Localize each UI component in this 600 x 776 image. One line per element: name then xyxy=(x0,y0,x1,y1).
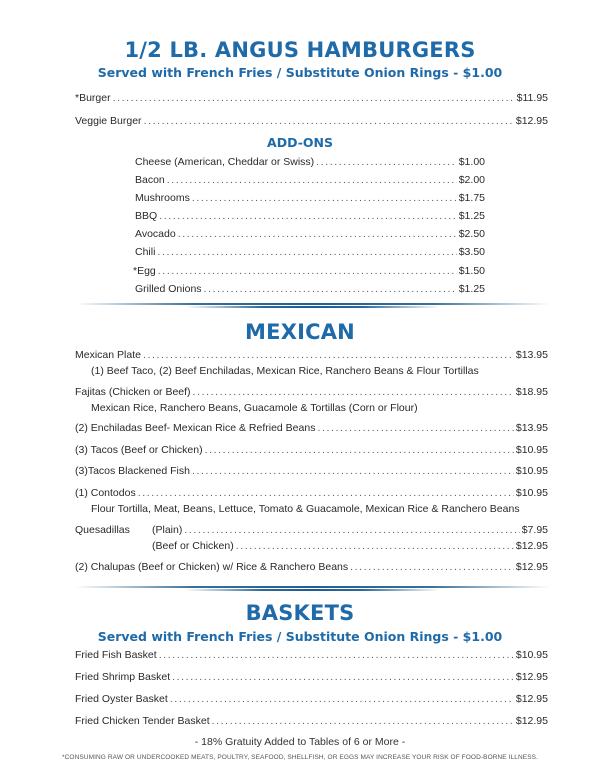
menu-item: Fried Chicken Tender Basket ..... $12.95 xyxy=(75,714,548,728)
menu-item: (Beef or Chicken) ..... $12.95 xyxy=(152,539,548,553)
addon-item: Cheese (American, Cheddar or Swiss) ..... $1.00 xyxy=(135,155,485,169)
addons-title: ADD-ONS xyxy=(267,135,333,150)
menu-item: (2) Enchiladas Beef- Mexican Rice & Refried Beans ..... $13.95 xyxy=(75,421,548,435)
item-description: Flour Tortilla, Meat, Beans, Lettuce, Tomato & Guacamole, Mexican Rice & Ranchero Beans xyxy=(91,503,520,515)
menu-item: Fajitas (Chicken or Beef) ..... $18.95 xyxy=(75,385,548,399)
menu-item: (3) Tacos (Beef or Chicken) ..... $10.95 xyxy=(75,443,548,457)
menu-item: Fried Fish Basket ..... $10.95 xyxy=(75,648,548,662)
menu-item: (3)Tacos Blackened Fish ..... $10.95 xyxy=(75,464,548,478)
menu-item: (1) Contodos ..... $10.95 xyxy=(75,486,548,500)
menu-item: (Plain) ..... $7.95 xyxy=(152,523,548,537)
addon-item: Mushrooms ..... $1.75 xyxy=(135,191,485,205)
mexican-title: MEXICAN xyxy=(245,320,355,344)
quesadillas-label-row: Quesadillas xyxy=(75,524,130,536)
burgers-subtitle: Served with French Fries / Substitute Onion Rings - $1.00 xyxy=(97,65,503,80)
menu-item: Fried Oyster Basket ..... $12.95 xyxy=(75,692,548,706)
section-divider xyxy=(75,303,550,309)
item-description: Mexican Rice, Ranchero Beans, Guacamole & Tortillas (Corn or Flour) xyxy=(91,402,418,414)
menu-item: *Burger ..... $11.95 xyxy=(75,91,548,105)
item-description: (1) Beef Taco, (2) Beef Enchiladas, Mexican Rice, Ranchero Beans & Flour Tortillas xyxy=(91,365,479,377)
gratuity-note: - 18% Gratuity Added to Tables of 6 or More - xyxy=(194,736,406,748)
addon-item: *Egg ..... $1.50 xyxy=(133,264,485,278)
menu-item: (2) Chalupas (Beef or Chicken) w/ Rice & Ranchero Beans ..... $12.95 xyxy=(75,560,548,574)
addon-item: Avocado ..... $2.50 xyxy=(135,227,485,241)
addon-item: Bacon ..... $2.00 xyxy=(135,173,485,187)
addon-item: Chili ..... $3.50 xyxy=(135,245,485,259)
addon-item: Grilled Onions ..... $1.25 xyxy=(135,282,485,296)
baskets-subtitle: Served with French Fries / Substitute Onion Rings - $1.00 xyxy=(97,629,503,644)
food-safety-warning: *CONSUMING RAW OR UNDERCOOKED MEATS, POULTRY, SEAFOOD, SHELLFISH, OR EGGS MAY INCREASE YOUR RISK OF FOOD-BORNE ILLNESS. xyxy=(61,754,538,761)
section-divider xyxy=(75,586,550,592)
menu-item: Veggie Burger ..... $12.95 xyxy=(75,114,548,128)
menu-item: Mexican Plate ..... $13.95 xyxy=(75,348,548,362)
baskets-title: BASKETS xyxy=(245,601,355,625)
menu-item: Fried Shrimp Basket ..... $12.95 xyxy=(75,670,548,684)
addon-item: BBQ ..... $1.25 xyxy=(135,209,485,223)
burgers-title: 1/2 LB. ANGUS HAMBURGERS xyxy=(124,38,476,62)
